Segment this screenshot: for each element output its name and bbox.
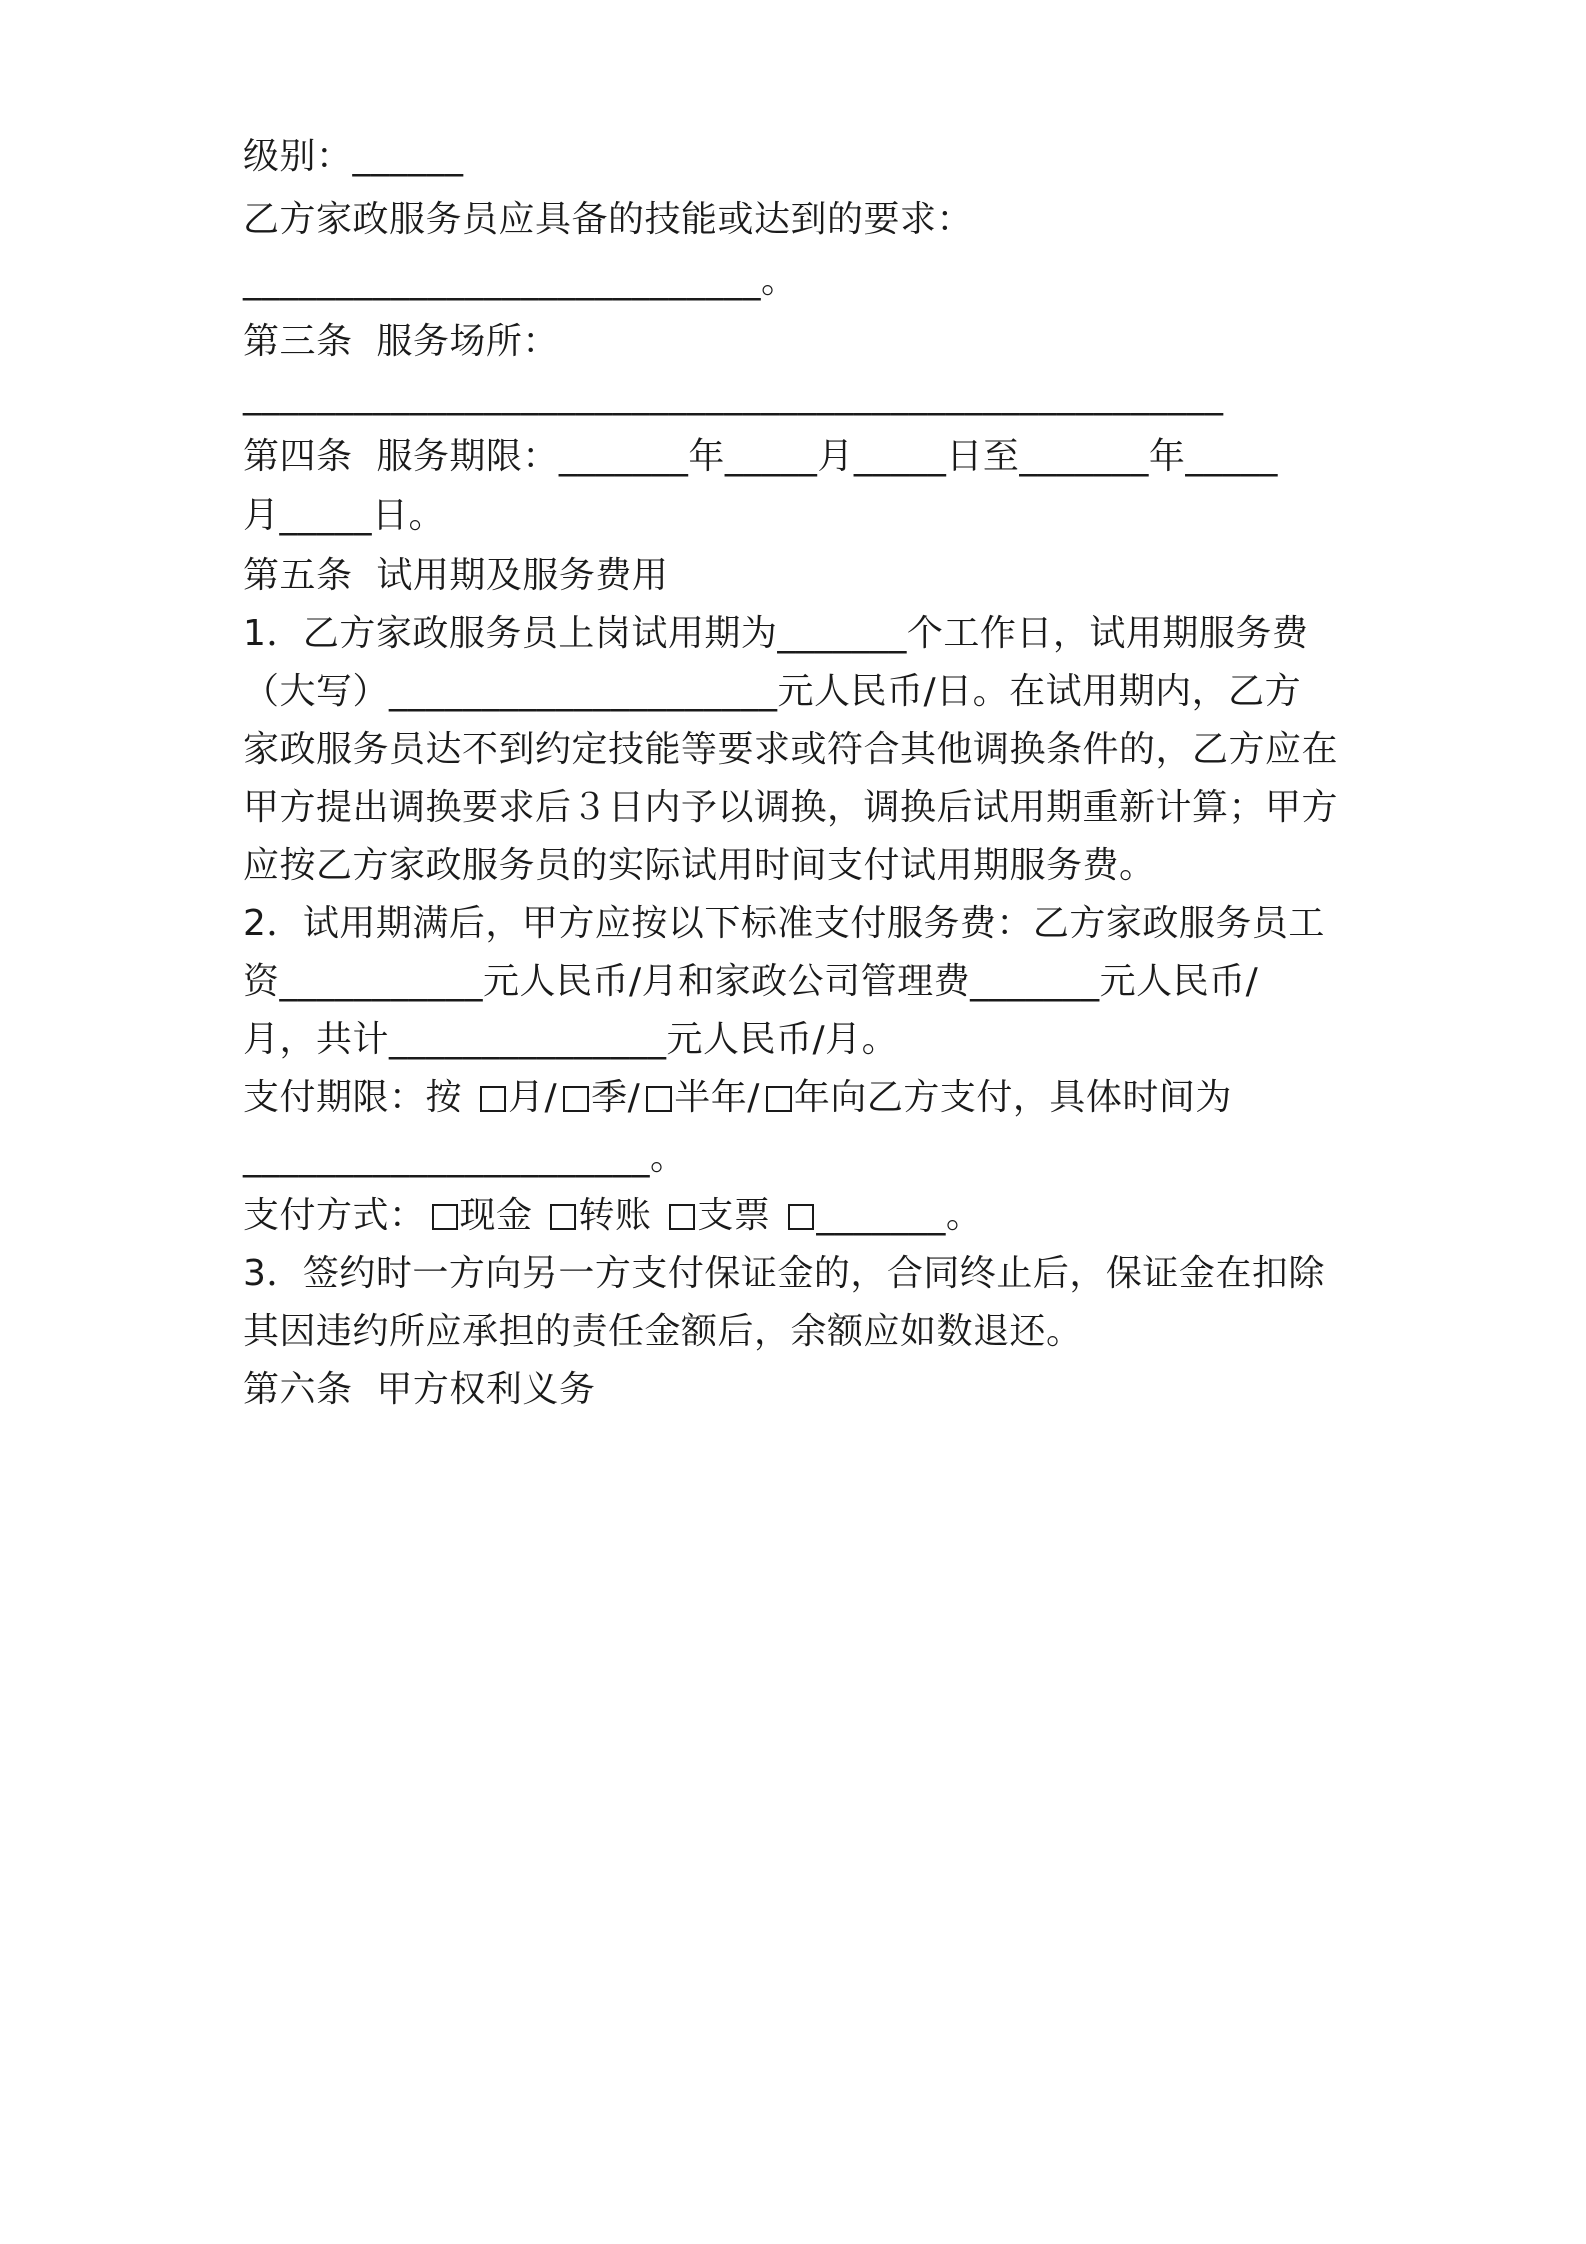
half-year-label: 半年/: [674, 1077, 760, 1118]
clause-1-line-1: 1．乙方家政服务员上岗试用期为_______个工作日，试用期服务费: [243, 613, 1309, 654]
quarterly-label: 季/: [591, 1077, 641, 1118]
clause-3-line-1: 3．签约时一方向另一方支付保证金的，合同终止后，保证金在扣除: [243, 1253, 1325, 1294]
clause-3-line-2: 其因违约所应承担的责任金额后，余额应如数退还。: [243, 1311, 1083, 1352]
payment-term-label: 支付期限：按: [243, 1077, 474, 1118]
service-location-blank: _____________________________________________________: [243, 375, 1224, 416]
payment-time-blank: ______________________。: [243, 1137, 687, 1178]
payment-term-line: [243, 1074, 1232, 1122]
skill-requirement-blank: ____________________________。: [243, 260, 798, 301]
payment-method-line: [243, 1192, 982, 1240]
transfer-checkbox[interactable]: [550, 1204, 576, 1230]
clause-1-line-5: 应按乙方家政服务员的实际试用时间支付试用期服务费。: [243, 845, 1156, 886]
half-year-checkbox[interactable]: [646, 1086, 672, 1112]
other-method-checkbox[interactable]: [788, 1204, 814, 1230]
skill-requirement-line: 乙方家政服务员应具备的技能或达到的要求：: [243, 199, 974, 240]
monthly-label: 月/: [507, 1077, 558, 1118]
clause-1-line-3: 家政服务员达不到约定技能等要求或符合其他调换条件的，乙方应在: [243, 729, 1339, 770]
article-4-service-period: 第四条 服务期限：_______年_____月_____日至_______年_____: [243, 436, 1278, 477]
clause-2-line-2: 资___________元人民币/月和家政公司管理费_______元人民币/: [243, 961, 1259, 1002]
cheque-checkbox[interactable]: [669, 1204, 695, 1230]
cheque-label: 支票: [697, 1195, 783, 1236]
yearly-checkbox[interactable]: [766, 1086, 792, 1112]
yearly-label: 年向乙方支付，具体时间为: [793, 1077, 1232, 1118]
article-6-heading: 第六条 甲方权利义务: [243, 1369, 596, 1410]
quarterly-checkbox[interactable]: [563, 1086, 589, 1112]
article-5-heading: 第五条 试用期及服务费用: [243, 555, 669, 596]
clause-2-line-3: 月，共计_______________元人民币/月。: [243, 1019, 899, 1060]
clause-2-line-1: 2．试用期满后，甲方应按以下标准支付服务费：乙方家政服务员工: [243, 903, 1325, 944]
cash-label: 现金: [459, 1195, 545, 1236]
clause-1-line-2: （大写）_____________________元人民币/日。在试用期内，乙方: [243, 671, 1302, 712]
payment-method-label: 支付方式：: [243, 1195, 426, 1236]
level-line: 级别：______: [243, 136, 464, 177]
monthly-checkbox[interactable]: [480, 1086, 506, 1112]
article-3-heading: 第三条 服务场所：: [243, 321, 559, 362]
article-4-service-period-cont: 月_____日。: [243, 495, 446, 536]
clause-1-line-4: 甲方提出调换要求后３日内予以调换，调换后试用期重新计算；甲方: [243, 787, 1339, 828]
other-method-blank: _______。: [816, 1195, 983, 1236]
transfer-label: 转账: [578, 1195, 664, 1236]
cash-checkbox[interactable]: [432, 1204, 458, 1230]
